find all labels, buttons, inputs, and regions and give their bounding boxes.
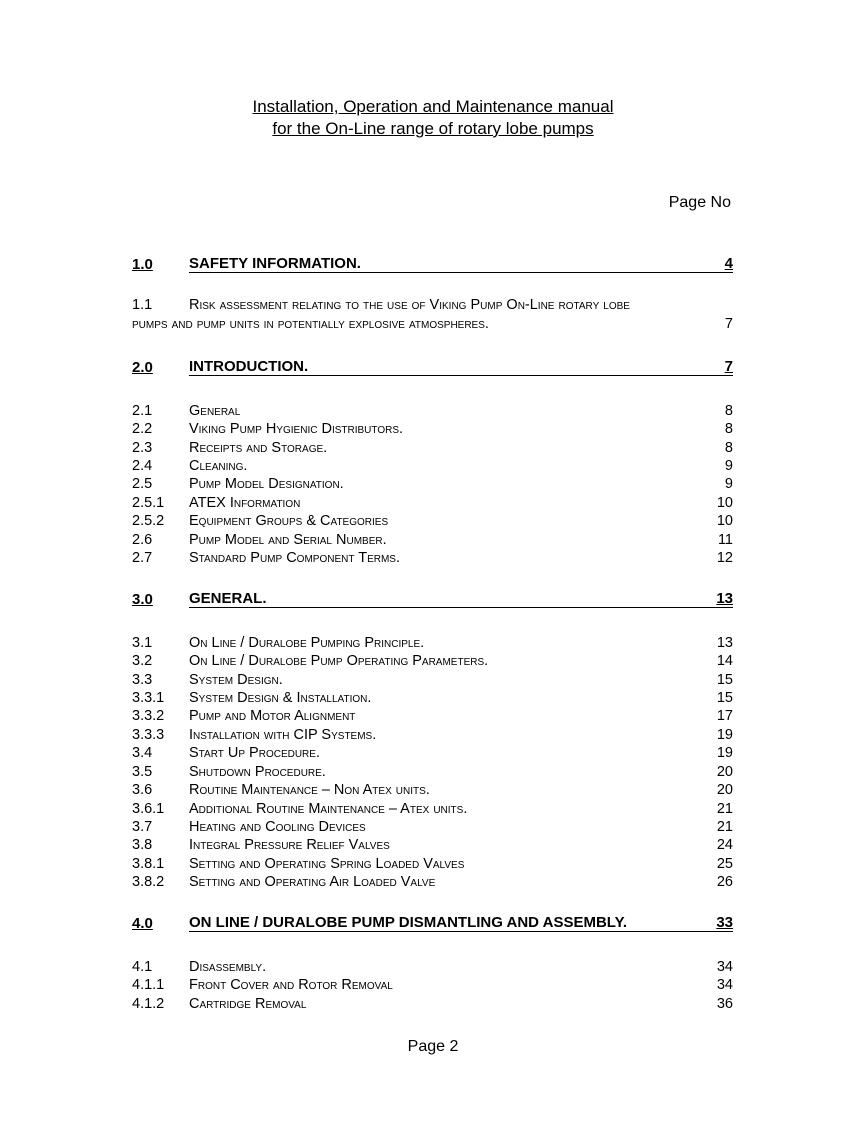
section-number: 2.0 (132, 359, 153, 376)
toc-entry[interactable] (132, 836, 733, 854)
section-page: 4 (721, 256, 733, 272)
page-no-column-label: Page No (668, 194, 731, 211)
entry-title: Cartridge Removal (189, 996, 307, 1012)
entry-page: 10 (716, 495, 733, 511)
entry-number: 3.1 (132, 635, 153, 651)
entry-page: 11 (717, 532, 733, 548)
toc-entry[interactable] (132, 494, 733, 512)
entry-page: 10 (716, 513, 733, 529)
entry-page: 12 (716, 550, 733, 566)
entry-page: 21 (716, 801, 733, 817)
entry-page: 34 (716, 959, 733, 975)
toc-entry[interactable] (132, 976, 733, 994)
entry-page: 19 (716, 727, 733, 743)
entry-page: 14 (716, 653, 733, 669)
entry-page: 7 (724, 316, 733, 332)
entry-page: 36 (716, 996, 733, 1012)
entry-number: 2.5 (132, 476, 153, 492)
entry-title: Routine Maintenance – Non Atex units. (189, 782, 430, 798)
page-footer: Page 2 (407, 1038, 459, 1055)
entry-page: 20 (716, 782, 733, 798)
entry-page: 20 (716, 764, 733, 780)
entry-page: 24 (716, 837, 733, 853)
entry-title: Additional Routine Maintenance – Atex units. (189, 801, 468, 817)
toc-entry[interactable] (132, 634, 733, 652)
entry-title: Front Cover and Rotor Removal (189, 977, 393, 993)
entry-number: 2.5.2 (132, 513, 165, 529)
entry-number: 4.1.2 (132, 996, 165, 1012)
entry-page: 8 (724, 403, 733, 419)
toc-entry[interactable] (132, 671, 733, 689)
toc-entry[interactable] (132, 512, 733, 530)
toc-entry[interactable] (132, 873, 733, 891)
entry-title: System Design. (189, 672, 283, 688)
toc-entry[interactable] (132, 531, 733, 549)
entry-number: 3.3.3 (132, 727, 165, 743)
section-number: 4.0 (132, 915, 153, 932)
toc-entry[interactable] (132, 818, 733, 836)
entry-title: On Line / Duralobe Pump Operating Parameters. (189, 653, 489, 669)
section-title: INTRODUCTION. (189, 359, 733, 376)
entry-page: 9 (724, 476, 733, 492)
entry-page: 13 (716, 635, 733, 651)
section-title: GENERAL. (189, 591, 733, 608)
entry-title: Start Up Procedure. (189, 745, 320, 761)
toc-entry[interactable] (132, 781, 733, 799)
entry-number: 3.8.2 (132, 874, 165, 890)
entry-title: Setting and Operating Spring Loaded Valves (189, 856, 465, 872)
entry-page: 8 (724, 440, 733, 456)
entry-page: 17 (716, 708, 733, 724)
entry-number: 3.4 (132, 745, 153, 761)
section-page: 13 (712, 591, 733, 607)
entry-number: 2.3 (132, 440, 153, 456)
entry-number: 2.1 (132, 403, 153, 419)
entry-number: 3.3.1 (132, 690, 165, 706)
entry-number: 3.6 (132, 782, 153, 798)
section-number: 1.0 (132, 256, 153, 273)
entry-number: 3.3 (132, 672, 153, 688)
entry-title: Receipts and Storage. (189, 440, 328, 456)
entry-page: 26 (716, 874, 733, 890)
toc-entry[interactable] (132, 549, 733, 567)
entry-page: 19 (716, 745, 733, 761)
entry-page: 21 (716, 819, 733, 835)
toc-entry[interactable] (132, 763, 733, 781)
section-page: 33 (712, 915, 733, 931)
entry-title-line-1: Risk assessment relating to the use of Viking Pump On-Line rotary lobe (189, 297, 630, 313)
entry-title: Setting and Operating Air Loaded Valve (189, 874, 436, 890)
entry-title: Heating and Cooling Devices (189, 819, 366, 835)
toc-entry[interactable] (132, 689, 733, 707)
entry-number: 3.8 (132, 837, 153, 853)
entry-page: 34 (716, 977, 733, 993)
section-heading-safety[interactable] (132, 256, 733, 276)
entry-title: Pump Model Designation. (189, 476, 344, 492)
entry-number: 2.4 (132, 458, 153, 474)
entry-number: 4.1 (132, 959, 153, 975)
entry-title: General (189, 403, 241, 419)
entry-title-line-2: pumps and pump units in potentially explosive atmospheres. (132, 316, 489, 332)
section-heading-general[interactable] (132, 591, 733, 611)
entry-number: 2.2 (132, 421, 153, 437)
entry-number: 3.8.1 (132, 856, 165, 872)
entry-title: Standard Pump Component Terms. (189, 550, 401, 566)
toc-entry[interactable] (132, 475, 733, 493)
entry-page: 8 (724, 421, 733, 437)
entry-page: 9 (724, 458, 733, 474)
entry-number: 3.3.2 (132, 708, 165, 724)
toc-entry[interactable] (132, 726, 733, 744)
toc-entry[interactable] (132, 652, 733, 670)
document-title-line-1: Installation, Operation and Maintenance manual (252, 97, 614, 116)
entry-title: On Line / Duralobe Pumping Principle. (189, 635, 425, 651)
entry-title: Cleaning. (189, 458, 248, 474)
entry-page: 15 (716, 690, 733, 706)
section-page: 7 (721, 359, 733, 375)
toc-entry[interactable] (132, 707, 733, 725)
toc-entry[interactable] (132, 439, 733, 457)
toc-entry-risk-assessment-continued[interactable] (132, 316, 733, 332)
section-heading-dismantling[interactable] (132, 915, 733, 935)
document-title-line-2: for the On-Line range of rotary lobe pumps (272, 119, 594, 138)
entry-page: 15 (716, 672, 733, 688)
toc-entry[interactable] (132, 995, 733, 1013)
section-title: SAFETY INFORMATION. (189, 256, 733, 273)
entry-title: Installation with CIP Systems. (189, 727, 377, 743)
entry-number: 2.6 (132, 532, 153, 548)
entry-number: 4.1.1 (132, 977, 165, 993)
section-number: 3.0 (132, 591, 153, 608)
entry-number: 2.7 (132, 550, 153, 566)
section-heading-introduction[interactable] (132, 359, 733, 379)
toc-entry[interactable] (132, 457, 733, 475)
entry-title: Integral Pressure Relief Valves (189, 837, 390, 853)
entry-title: Pump and Motor Alignment (189, 708, 356, 724)
entry-number: 3.2 (132, 653, 153, 669)
entry-title: Viking Pump Hygienic Distributors. (189, 421, 404, 437)
entry-title: ATEX Information (189, 495, 301, 511)
entry-title: Shutdown Procedure. (189, 764, 326, 780)
entry-title: System Design & Installation. (189, 690, 372, 706)
entry-number: 2.5.1 (132, 495, 165, 511)
entry-page: 25 (716, 856, 733, 872)
toc-entry[interactable] (132, 958, 733, 976)
entry-number: 3.5 (132, 764, 153, 780)
toc-entry[interactable] (132, 744, 733, 762)
entry-number: 3.7 (132, 819, 153, 835)
toc-entry[interactable] (132, 402, 733, 420)
entry-title: Equipment Groups & Categories (189, 513, 389, 529)
entry-title: Disassembly. (189, 959, 267, 975)
toc-entry[interactable] (132, 800, 733, 818)
toc-entry[interactable] (132, 420, 733, 438)
entry-number: 3.6.1 (132, 801, 165, 817)
entry-title: Pump Model and Serial Number. (189, 532, 387, 548)
entry-number: 1.1 (132, 297, 153, 313)
toc-entry[interactable] (132, 855, 733, 873)
section-title: ON LINE / DURALOBE PUMP DISMANTLING AND ASSEMBLY. (189, 915, 733, 932)
